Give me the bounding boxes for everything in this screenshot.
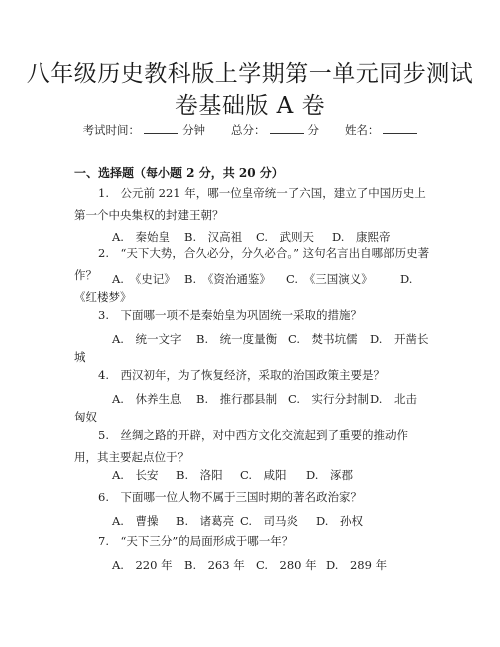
option: A. 《史记》 — [112, 272, 176, 286]
question-2: 2. “天下大势，合久必分，分久必合。” 这句名言出自哪部历史著作？ — [74, 246, 430, 282]
question-3: 3. 下面哪一项不是秦始皇为巩固统一采取的措施？ — [98, 308, 362, 322]
option: C. 实行分封制 — [288, 392, 370, 406]
question-2-option-d-text: 《红楼梦》 — [74, 290, 132, 304]
exam-time-label: 考试时间： — [82, 123, 141, 137]
question-6: 6. 下面哪一位人物不属于三国时期的著名政治家？ — [98, 490, 362, 504]
option: B. 汉高祖 — [184, 230, 243, 244]
option: A. 统一文字 — [112, 332, 182, 346]
option: B. 诸葛亮 — [176, 514, 235, 528]
question-7: 7. “天下三分”的局面形成于哪一年？ — [98, 534, 294, 548]
option: C. 《三国演义》 — [286, 272, 373, 286]
student-name-label: 姓名： — [344, 123, 380, 137]
exam-time-unit: 分钟 — [182, 123, 206, 137]
exam-time-blank — [144, 123, 178, 134]
option: D. 289 年 — [326, 558, 388, 572]
option: D. 开凿长 — [370, 332, 429, 346]
question-3-option-d-wrap: 城 — [74, 350, 86, 364]
option: B. 《资治通鉴》 — [184, 272, 271, 286]
option: B. 263 年 — [184, 558, 245, 572]
option: D. 北击 — [370, 392, 417, 406]
option: C. 焚书坑儒 — [288, 332, 358, 346]
question-5: 5. 丝绸之路的开辟，对中西方文化交流起到了重要的推动作用，其主要起点位于？ — [74, 428, 408, 464]
option: C. 咸阳 — [240, 468, 287, 482]
option: A. 曹操 — [112, 514, 159, 528]
option: A. 220 年 — [112, 558, 173, 572]
option: D. — [400, 272, 413, 286]
option: B. 洛阳 — [176, 468, 223, 482]
total-score-blank — [270, 123, 304, 134]
option: B. 推行郡县制 — [196, 392, 278, 406]
question-4-option-d-wrap: 匈奴 — [74, 410, 97, 424]
student-name-blank — [383, 123, 417, 134]
option: A. 休养生息 — [112, 392, 182, 406]
option: A. 长安 — [112, 468, 159, 482]
section-heading: 一、选择题（每小题 2 分，共 20 分） — [74, 166, 284, 180]
option: C. 司马炎 — [240, 514, 299, 528]
total-score-unit: 分 — [307, 123, 319, 137]
option: C. 280 年 — [256, 558, 317, 572]
question-1: 1. 公元前 221 年，哪一位皇帝统一了六国，建立了中国历史上第一个中央集权的封建王朝？ — [74, 186, 426, 222]
document-title-line-2: 卷基础版 A 卷 — [174, 93, 326, 119]
option: B. 统一度量衡 — [196, 332, 278, 346]
exam-meta-line — [0, 122, 500, 138]
option: D. 康熙帝 — [332, 230, 391, 244]
document-title-line-1: 八年级历史教科版上学期第一单元同步测试 — [26, 61, 474, 87]
option: D. 孙权 — [316, 514, 363, 528]
option: C. 武则天 — [256, 230, 315, 244]
option: A. 秦始皇 — [112, 230, 170, 244]
option: D. 涿郡 — [306, 468, 353, 482]
question-4: 4. 西汉初年，为了恢复经济，采取的治国政策主要是？ — [98, 368, 385, 382]
total-score-label: 总分： — [231, 123, 266, 137]
